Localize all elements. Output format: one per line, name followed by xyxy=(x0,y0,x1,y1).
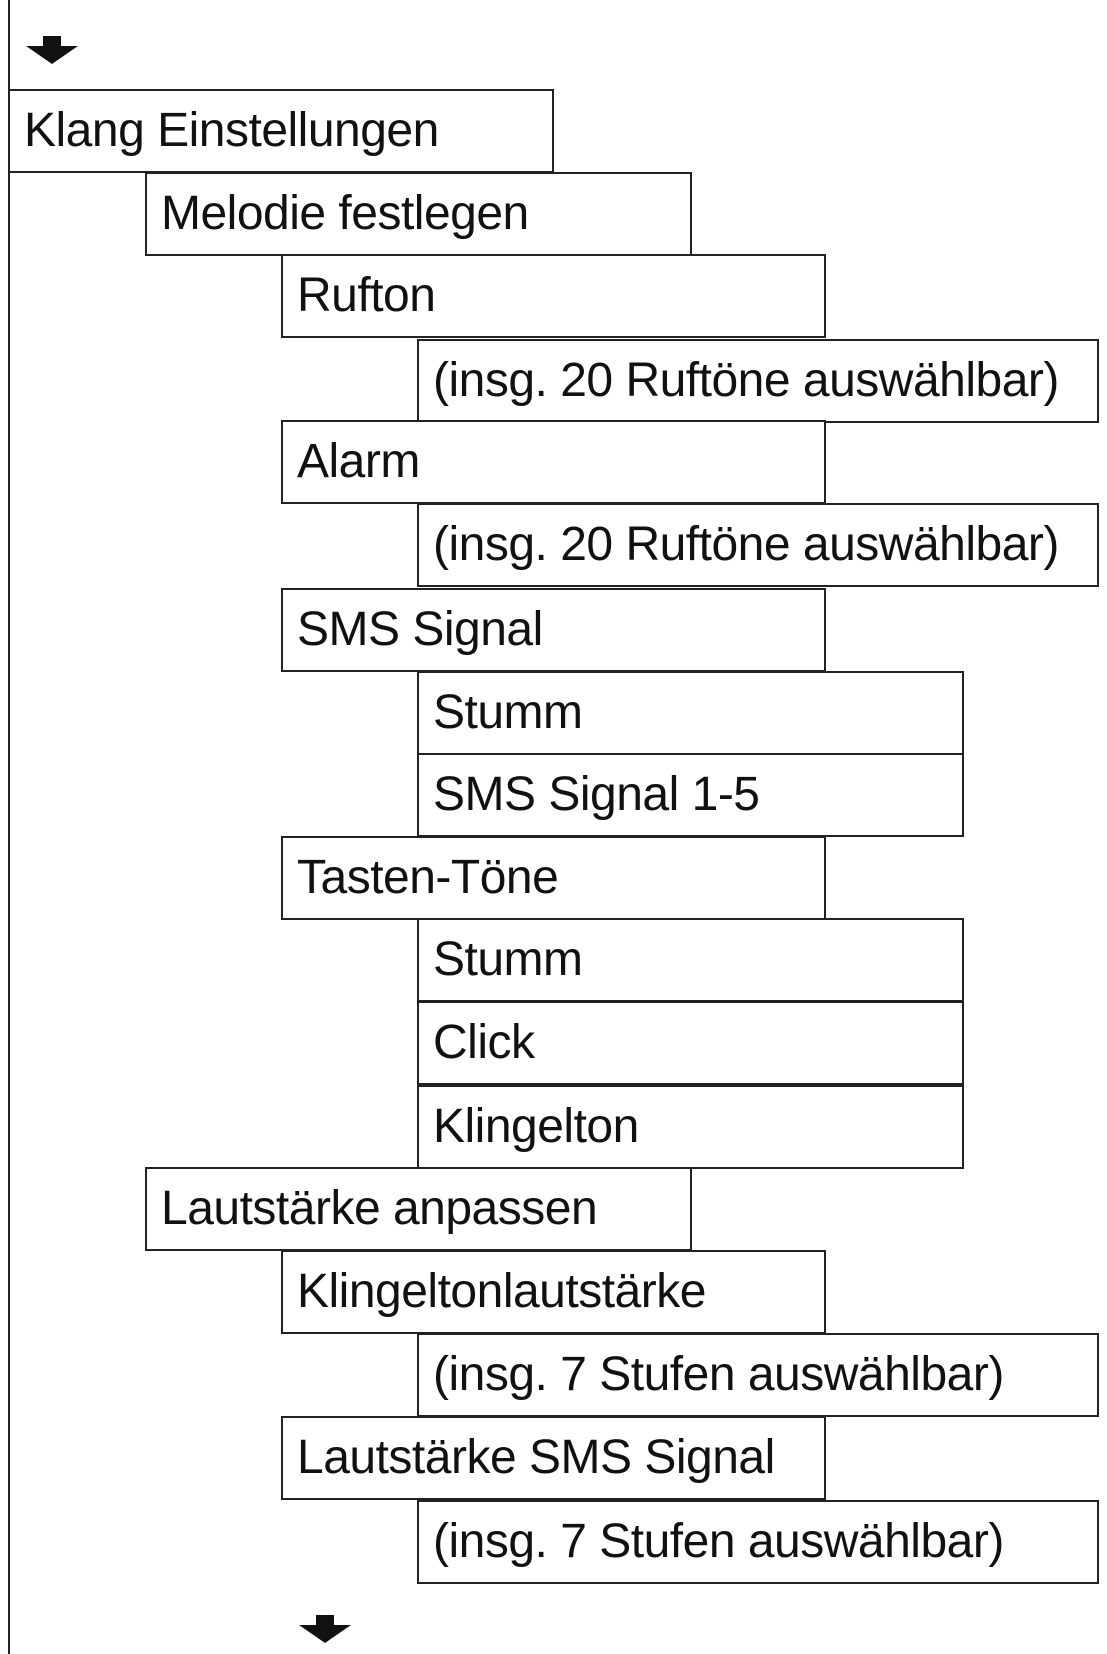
menu-rufton: Rufton xyxy=(281,254,826,338)
menu-klingeltonlautstaerke: Klingeltonlautstärke xyxy=(281,1250,826,1334)
menu-sms-signal: SMS Signal xyxy=(281,588,826,672)
menu-tasten-stumm: Stumm xyxy=(417,918,964,1002)
menu-klang-einstellungen: Klang Einstellungen xyxy=(8,89,554,173)
menu-lautstaerke-sms-option: (insg. 7 Stufen auswählbar) xyxy=(417,1500,1099,1584)
menu-lautstaerke-anpassen: Lautstärke anpassen xyxy=(145,1167,692,1251)
menu-tasten-click: Click xyxy=(417,1001,964,1085)
arrow-down-icon xyxy=(26,36,78,64)
menu-tasten-klingelton: Klingelton xyxy=(417,1085,964,1169)
menu-alarm: Alarm xyxy=(281,420,826,504)
menu-melodie-festlegen: Melodie festlegen xyxy=(145,172,692,256)
menu-sms-signal-1-5: SMS Signal 1-5 xyxy=(417,753,964,837)
tree-trunk-line xyxy=(8,0,10,1654)
menu-alarm-option: (insg. 20 Ruftöne auswählbar) xyxy=(417,503,1099,587)
menu-rufton-option: (insg. 20 Ruftöne auswählbar) xyxy=(417,339,1099,423)
menu-tasten-toene: Tasten-Töne xyxy=(281,836,826,920)
menu-sms-stumm: Stumm xyxy=(417,671,964,755)
menu-klingelton-option: (insg. 7 Stufen auswählbar) xyxy=(417,1333,1099,1417)
menu-lautstaerke-sms-signal: Lautstärke SMS Signal xyxy=(281,1416,826,1500)
arrow-down-icon xyxy=(299,1615,351,1643)
